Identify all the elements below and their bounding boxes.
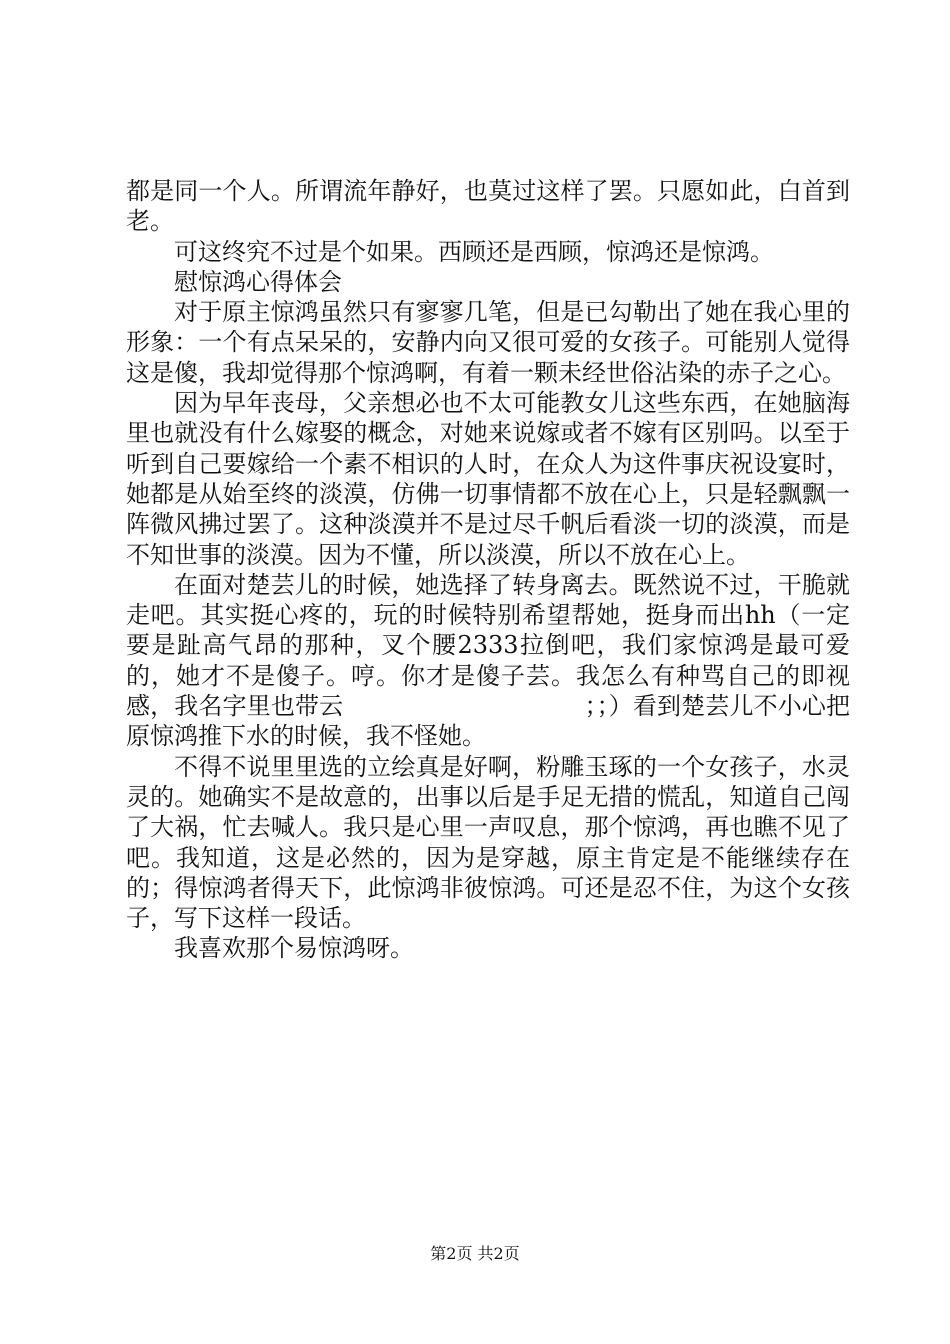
page-number-label: 第2页 共2页	[430, 1244, 520, 1263]
paragraph: 可这终究不过是个如果。西顾还是西顾，惊鸿还是惊鸿。	[174, 237, 774, 266]
paragraph: 我喜欢那个易惊鸿呀。	[174, 934, 414, 963]
paragraph: 不得不说里里选的立绘真是好啊，粉雕玉琢的一个女孩子，水灵灵的。她确实不是故意的，出事以后是手足无措的慌乱，知道自己闯了大祸，忙去喊人。我只是心里一声叹息，那个惊鸿，再也瞧不见了吧。我知道，这是必然的，因为是穿越，原主肯定是不能继续存在的；得惊鸿者得天下，此惊鸿非彼惊鸿。可还是忍不住，为这个女孩子，写下这样一段话。	[126, 752, 850, 933]
document-body	[126, 176, 850, 964]
paragraph: 在面对楚芸儿的时候，她选择了转身离去。既然说不过，干脆就走吧。其实挺心疼的，玩的时候特别希望帮她，挺身而出hh（一定要是趾高气昂的那种，叉个腰2333拉倒吧，我们家惊鸿是最可爱的，她才不是傻子。哼。你才是傻子芸。我怎么有种骂自己的即视感，我名字里也带云 ；；）看到楚芸儿不小心把原惊鸿推下水的时候，我不怪她。	[126, 570, 850, 751]
paragraph: 因为早年丧母，父亲想必也不太可能教女儿这些东西，在她脑海里也就没有什么嫁娶的概念，对她来说嫁或者不嫁有区别吗。以至于听到自己要嫁给一个素不相识的人时，在众人为这件事庆祝设宴时，她都是从始至终的淡漠，仿佛一切事情都不放在心上，只是轻飘飘一阵微风拂过罢了。这种淡漠并不是过尽千帆后看淡一切的淡漠，而是不知世事的淡漠。因为不懂，所以淡漠，所以不放在心上。	[126, 389, 850, 569]
paragraph-continued: 都是同一个人。所谓流年静好，也莫过这样了罢。只愿如此，白首到老。	[126, 177, 850, 236]
paragraph: 对于原主惊鸿虽然只有寥寥几笔，但是已勾勒出了她在我心里的形象：一个有点呆呆的，安静内向又很可爱的女孩子。可能别人觉得这是傻，我却觉得那个惊鸿啊，有着一颗未经世俗沾染的赤子之心。	[126, 298, 850, 387]
page-footer	[0, 1244, 950, 1264]
section-title: 慰惊鸿心得体会	[174, 267, 342, 296]
